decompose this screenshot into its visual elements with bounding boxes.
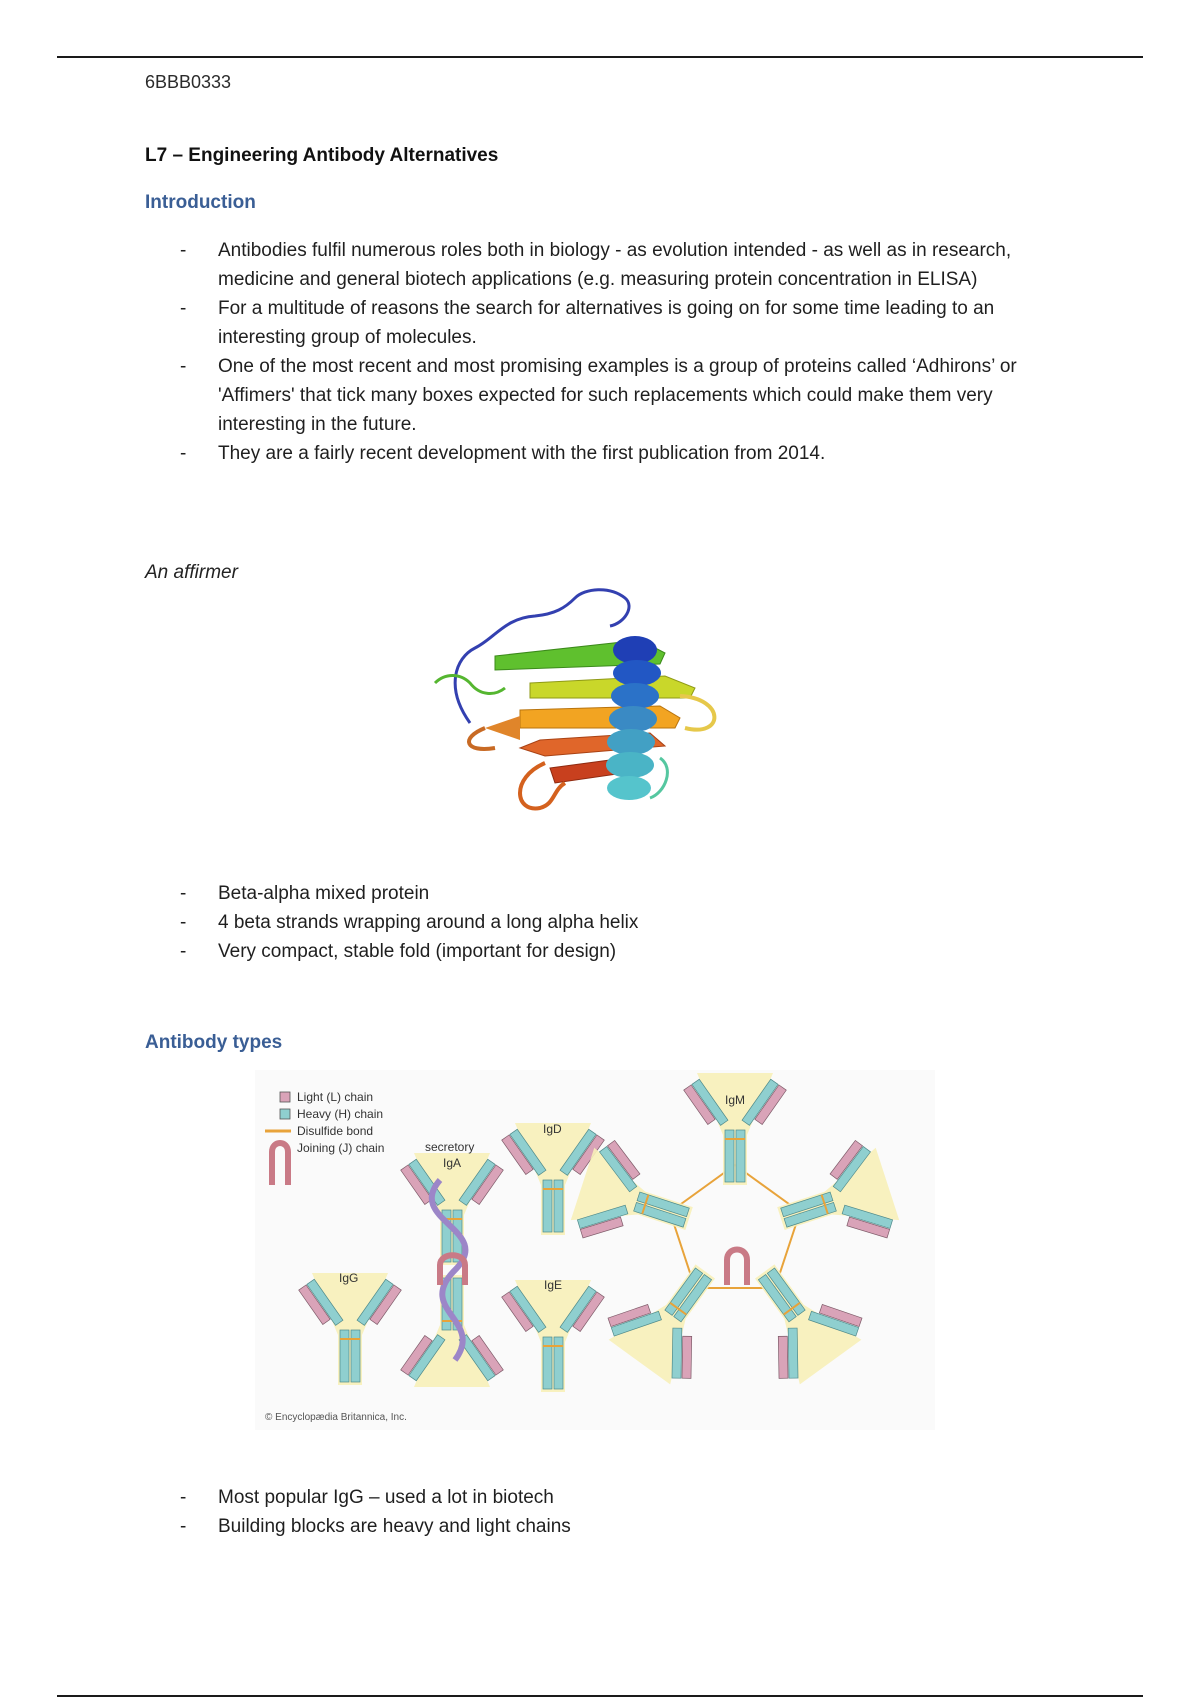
list-item: - Antibodies fulfil numerous roles both in biology - as evolution intended - as well as in research, medicine and general biotech applications (e.g. measuring protein concentration in ELISA) [180,236,1060,294]
list-item: - Most popular IgG – used a lot in biotech [180,1483,1060,1512]
list-item: - 4 beta strands wrapping around a long alpha helix [180,908,1060,937]
legend-heavy-chain: Heavy (H) chain [297,1107,384,1121]
strand-arrowhead [485,716,520,740]
bullet-dash: - [180,298,187,319]
page-title: L7 – Engineering Antibody Alternatives [145,145,499,166]
figure-caption-affimer: An affirmer [145,562,238,583]
loop-brown [469,728,495,749]
antibody-types-image [255,1070,935,1430]
legend-swatch-light [280,1092,290,1102]
bullet-dash: - [180,1516,187,1537]
top-rule [57,56,1143,58]
legend-light-chain: Light (L) chain [297,1090,374,1104]
list-item: - Building blocks are heavy and light chains [180,1512,1060,1541]
bullet-dash: - [180,356,187,377]
bullet-dash: - [180,912,187,933]
bullet-dash: - [180,1487,187,1508]
affimer-structure-image [425,578,775,838]
bullet-dash: - [180,443,187,464]
bullet-dash: - [180,941,187,962]
legend-swatch-heavy [280,1109,290,1119]
label-secretory: secretory [425,1140,475,1154]
bottom-rule [57,1695,1143,1697]
list-item: - They are a fairly recent development with the first publication from 2014. [180,439,1060,468]
figure-credit: © Encyclopædia Britannica, Inc. [265,1412,407,1423]
list-item: - Very compact, stable fold (important for design) [180,937,1060,966]
section-heading-antibody-types: Antibody types [145,1032,283,1053]
intro-bullet-list [180,236,1060,468]
label-igm: IgM [725,1093,746,1107]
label-igg: IgG [339,1271,359,1285]
label-ige: IgE [544,1278,563,1292]
label-igd: IgD [543,1122,562,1136]
legend-joining-chain: Joining (J) chain [297,1141,385,1155]
section-heading-introduction: Introduction [145,192,256,213]
bullet-dash: - [180,240,187,261]
list-item: - One of the most recent and most promising examples is a group of proteins called ‘Adhirons’ or 'Affimers' that tick many boxes expected for such replacements which could make them very interesting in the future. [180,352,1060,439]
list-item: - Beta-alpha mixed protein [180,879,1060,908]
course-code: 6BBB0333 [145,72,232,92]
label-iga: IgA [443,1156,462,1170]
antibody-bullet-list [180,1483,1060,1541]
loop-green [435,676,505,694]
affimer-bullet-list [180,879,1060,966]
bullet-dash: - [180,883,187,904]
list-item: - For a multitude of reasons the search for alternatives is going on for some time leading to an interesting group of molecules. [180,294,1060,352]
loop-yellow [680,696,714,730]
legend-disulfide-bond: Disulfide bond [297,1124,374,1138]
